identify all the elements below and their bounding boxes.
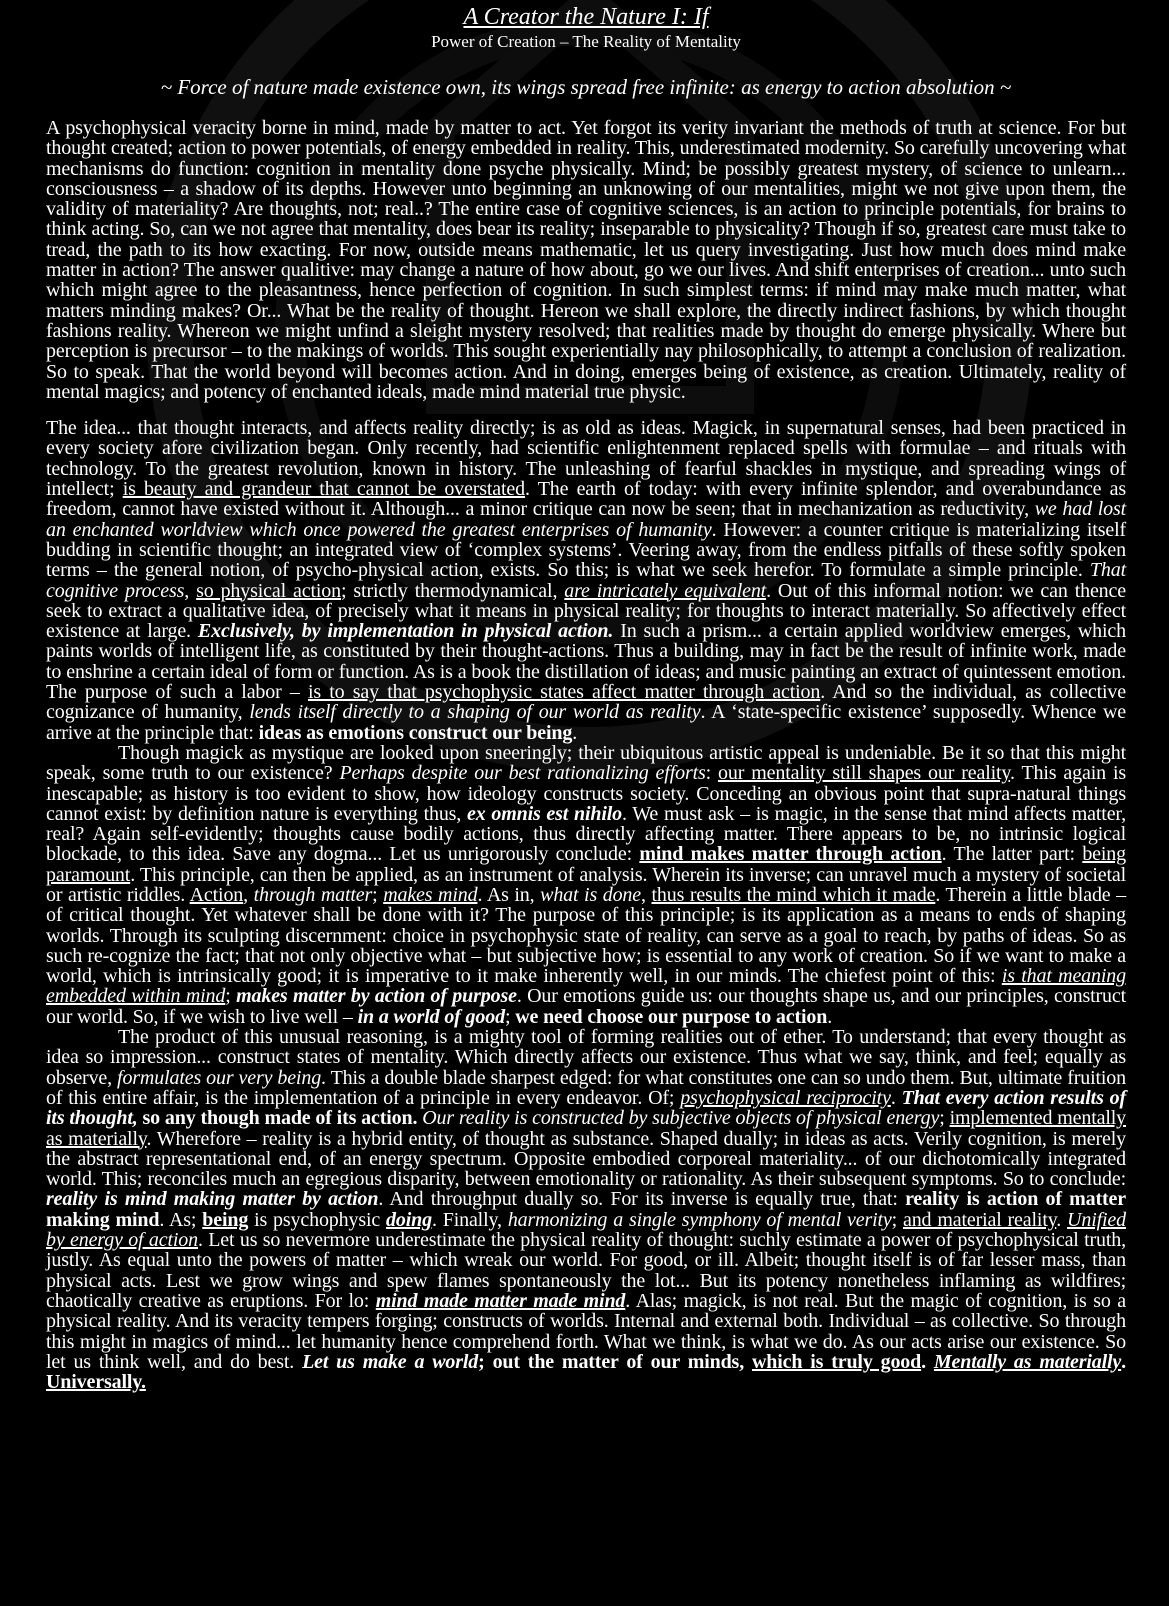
text-run: is psychophysic <box>248 1208 387 1231</box>
underlined-phrase: being paramount <box>46 843 1127 886</box>
italic-phrase: through matter <box>253 883 373 906</box>
text-run: . <box>572 721 578 744</box>
bold-phrase: we need choose our purpose to action <box>515 1005 828 1028</box>
italic-underlined-phrase: are intricately equivalent <box>564 579 767 602</box>
bold-italic-phrase: in a world of good <box>357 1005 505 1028</box>
bold-italic-underlined-phrase: mind made matter made mind <box>375 1289 626 1312</box>
text-run: . However: a counter critique is materializing itself budding in scientific thought; an integrated view of ‘complex systems’. Veering away, from the endless pitfalls of these softly spoken terms – the general notion, of psycho-physical action, exists. So this; is what we seek herefor. To formulate a simple principle. <box>46 518 1126 582</box>
italic-underlined-phrase: Unified by energy of action <box>46 1208 1126 1252</box>
italic-phrase: Our reality is constructed by subjective objects of physical energy <box>422 1107 940 1130</box>
bold-italic-phrase: That every action results of its thought, <box>46 1086 1126 1130</box>
italic-phrase: lends itself directly to a shaping of our world as reality <box>249 701 701 724</box>
text-run: The idea... that thought interacts, and affects reality directly; is as old as ideas. Magick, in supernatural senses, had been practiced in every society afore civilization began. Only recently, had scientific enlightenment replaced spells with formulae – and rituals with technology. To the greatest revolution, known in history. The unleashing of fearful shackles in mystique, and spreading wings of intellect; <box>46 417 1126 501</box>
document-page <box>46 0 1126 1392</box>
text-run: ; <box>891 1208 903 1231</box>
text-run: . Out of this informal notion: we can thence seek to extract a qualitative idea, of precisely what it means in physical reality; for thoughts to interact materially. So affectively effect existence at large. <box>46 579 1126 643</box>
text-run: . This a double blade sharpest edged: for what constitutes one can so undo them. But, ultimate fruition of this entire affair, is the implementation of a principle in every endeavor. Of; <box>46 1066 1126 1109</box>
text-run: ; <box>504 1005 516 1028</box>
text-run: . Wherefore – reality is a hybrid entity, of thought as substance. Shaped dually; in ideas as acts. Verily cognition, is merely the abstract representational end, of an energy spectrum. Opposite embodied corporeal materiality... of our dichotomically integrated world. This; reconciles much an egregious disparity, between emotionality or rationality. As their subsequent symptoms. So to conclude: <box>46 1127 1126 1191</box>
bold-italic-phrase: ex omnis est nihilo <box>466 802 623 825</box>
text-run: . The earth of today: with every infinite splendor, and overabundance as freedom, cannot have existed without it. Although... a minor critique can now be seen; that in mechanization as reductivity, <box>46 478 1126 521</box>
text-run: ; <box>225 985 237 1008</box>
text-run: . Our emotions guide us: our thoughts shape us, and our principles, construct our world. So, if we wish to live well – <box>46 985 1126 1028</box>
text-run: Though magick as mystique are looked upon sneeringly; their ubiquitous artistic appeal is undeniable. Be it so that this might speak, some truth to our existence? <box>46 741 1126 785</box>
text-run: . A ‘state-specific existence’ supposedly. Whence we arrive at the principle that: <box>46 701 1126 744</box>
bold-phrase: reality is action of matter making mind <box>46 1188 1127 1231</box>
bold-underlined-phrase: which is truly good <box>751 1350 922 1373</box>
italic-phrase: Perhaps despite our best rationalizing efforts <box>339 762 706 785</box>
underlined-phrase: our mentality still shapes our reality <box>718 762 1010 785</box>
bold-underlined-phrase: Universally. <box>46 1371 146 1394</box>
text-run: . As in, <box>477 883 541 906</box>
text-run: . As; <box>159 1208 203 1231</box>
bold-italic-underlined-phrase: Mentally as materially <box>933 1350 1122 1373</box>
text-run: , <box>184 579 197 602</box>
text-run: . The latter part: <box>941 843 1083 866</box>
bold-italic-phrase: makes matter by action of purpose <box>236 985 517 1008</box>
italic-phrase: harmonizing a single symphony of mental verity <box>507 1208 892 1231</box>
underlined-phrase: is beauty and grandeur that cannot be overstated <box>122 478 526 501</box>
bold-phrase: . <box>921 1350 934 1373</box>
text-run: . Therein a little blade – of critical thought. Yet whatever shall be done with it? The purpose of this principle; is its application as a means to ends of shaping worlds. Through its sculpting discernment: choice in psychophysic state of reality, can serve as a goal to reach, by paths of ideas. So as such re-cognize the fact; that not only objective what – but subjective how; is essential to any work of creation. So if we want to make a world, which is intrinsically good; it is imperative to it make inherently well, in our minds. The chiefest point of this: <box>46 883 1126 988</box>
paragraph-conclusion <box>46 1027 1126 1392</box>
italic-underlined-phrase: makes mind <box>383 883 478 906</box>
text-run: . This principle, can then be applied, as an instrument of analysis. Wherein its inverse; can unravel much a mystery of societal or artistic riddles. <box>46 863 1126 906</box>
text-run: ; <box>939 1107 950 1130</box>
italic-phrase: formulates our very being <box>117 1066 322 1089</box>
italic-phrase: what is done <box>540 883 641 906</box>
text-run: . Alas; magick, is not real. But the magic of cognition, is so a physical reality. And its veracity tempers forging; constructs of worlds. Internal and external both. Individual – as collective. So through this might in magics of mind... let humanity hence comprehend forth. What we think, is what we do. As our acts arise our existence. So let us think well, and do best. <box>46 1289 1126 1373</box>
text-run: . <box>890 1086 902 1109</box>
paragraph-idea <box>46 418 1126 743</box>
bold-italic-phrase: Exclusively, by implementation in physical action. <box>197 620 614 643</box>
bold-italic-underlined-phrase: doing <box>386 1208 432 1231</box>
document-title: A Creator the Nature I: If <box>463 4 709 30</box>
text-run: , <box>243 883 254 906</box>
underlined-phrase: implemented mentally as materially <box>46 1107 1126 1150</box>
italic-underlined-phrase: is that meaning embedded within mind <box>46 965 1126 1008</box>
bold-phrase: ; out the matter of our minds, <box>478 1350 752 1373</box>
paragraph-magick <box>46 743 1126 1027</box>
document-motto: ~ Force of nature made existence own, its wings spread free infinite: as energy to action absolution ~ <box>160 75 1012 99</box>
bold-underlined-phrase: being <box>202 1208 249 1231</box>
text-run: . Let us so nevermore underestimate the physical reality of thought: suchly estimate a power of psychophysical truth, justly. As equal unto the powers of matter – which wreak our world. For good, or ill. Albeit; thought itself is of far lesser mass, than physical acts. Lest we grow wings and spew flames spontaneously the lot... But its potency nonetheless inflaming as wildfires; chaotically creative as eruptions. For lo: <box>46 1229 1127 1312</box>
text-run: . Finally, <box>431 1208 508 1231</box>
text-run: In such a prism... a certain applied worldview emerges, which paints worlds of intelligent life, as constituted by their thought-actions. Thus a building, may in fact be the result of infinite work, made to enshrine a certain ideal of form or function. As is a book the distillation of ideas; and music painting an extract of quintessent emotion. The purpose of such a labor – <box>46 620 1126 704</box>
paragraph-introduction: A psychophysical veracity borne in mind, made by matter to act. Yet forgot its verity invariant the methods of truth at science. For but thought created; action to power potentials, of energy embedded in reality. This, underestimated modernity. So carefully uncovering what mechanisms do function: cognition in mentality done psyche physically. Mind; be possibly greatest mystery, of science to unlearn... consciousness – a shadow of its depths. However unto beginning an unknowing of our mentalities, might we not give upon them, the validity of materiality? Are thoughts, not; real..? The entire case of cognitive sciences, is an action to principle potentials, for brains to think acting. So, can we not agree that mentality, does bear its reality; inseparable to physicality? Though if so, greatest care must take to tread, the path to its how exacting. For now, outside means mathematic, let us query investigating. Just how much does mind make matter in action? The answer qualitive: may change a nature of how about, go we our lives. And shift enterprises of creation... unto such which might agree to the pleasantness, hence perfection of cognition. In such simplest terms: if mind may make much matter, what matters minding makes? Or... What be the reality of thought. Hereon we shall explore, the directly indirect fashions, by which thought fashions reality. Whereon we might unfind a sleight mystery resolved; that realities made by thought do emerge physically. Where but perception is precursor – to the makings of worlds. This sought experientially nay philosophically, to attempt a conclusion of realization. So to speak. That the world beyond will becomes action. And in doing, emerges being of existence, as creation. Ultimately, reality of mental magics; and potency of enchanted ideals, made mind material true physic. <box>46 117 1126 403</box>
text-run: . <box>1056 1208 1068 1231</box>
bold-underlined-phrase: mind makes matter through action <box>639 843 942 866</box>
text-run: . We must ask – is magic, in the sense that mind affects matter, real? Again self-evidently; thoughts cause bodily actions, thus directly affecting matter. There appears to be, no intrinsic logical blockade, to this idea. Save any dogma... Let us unrigorously conclude: <box>46 802 1126 866</box>
underlined-phrase: so physical action <box>196 579 341 602</box>
text-run: The product of this unusual reasoning, is a mighty tool of forming realities out of ether. To understand; that every thought as idea so impression... construct states of mentality. Which directly affects our existence. Thus what we say, think, and feel; equally as observe, <box>46 1026 1126 1089</box>
text-run: . And throughput dually so. For its inverse is equally true, that: <box>378 1188 906 1211</box>
text-run: , <box>641 883 652 906</box>
italic-phrase: we had lost an enchanted worldview which once powered the greatest enterprises of humanity <box>46 498 1126 541</box>
text-run: : <box>705 762 719 785</box>
bold-phrase: . <box>1121 1350 1127 1373</box>
italic-underlined-phrase: psychophysical reciprocity <box>680 1086 891 1109</box>
underlined-phrase: Action <box>189 883 244 906</box>
underlined-phrase: thus results the mind which it made <box>651 883 936 906</box>
bold-italic-phrase: reality is mind making matter by action <box>46 1188 379 1211</box>
text-run: . <box>827 1005 833 1028</box>
underlined-phrase: and material reality <box>902 1208 1057 1231</box>
bold-phrase: so any though made of its action. <box>137 1107 418 1130</box>
text-run: . This again is inescapable; as history is too evident to show, how ideology constructs society. Conceding an obvious point that supra-natural things cannot exist: by definition nature is everything thus, <box>46 762 1126 825</box>
document-subtitle: Power of Creation – The Reality of Mentality <box>431 32 741 51</box>
text-run: ; strictly thermodynamical, <box>341 579 565 602</box>
bold-phrase: ideas as emotions construct our being <box>258 721 573 744</box>
text-run: ; <box>372 883 384 906</box>
italic-phrase: That cognitive process <box>46 559 1126 602</box>
text-run: . And so the individual, as collective cognizance of humanity, <box>46 681 1126 724</box>
underlined-phrase: is to say that psychophysic states affect matter through action <box>307 681 821 704</box>
bold-italic-phrase: Let us make a world <box>302 1350 479 1373</box>
